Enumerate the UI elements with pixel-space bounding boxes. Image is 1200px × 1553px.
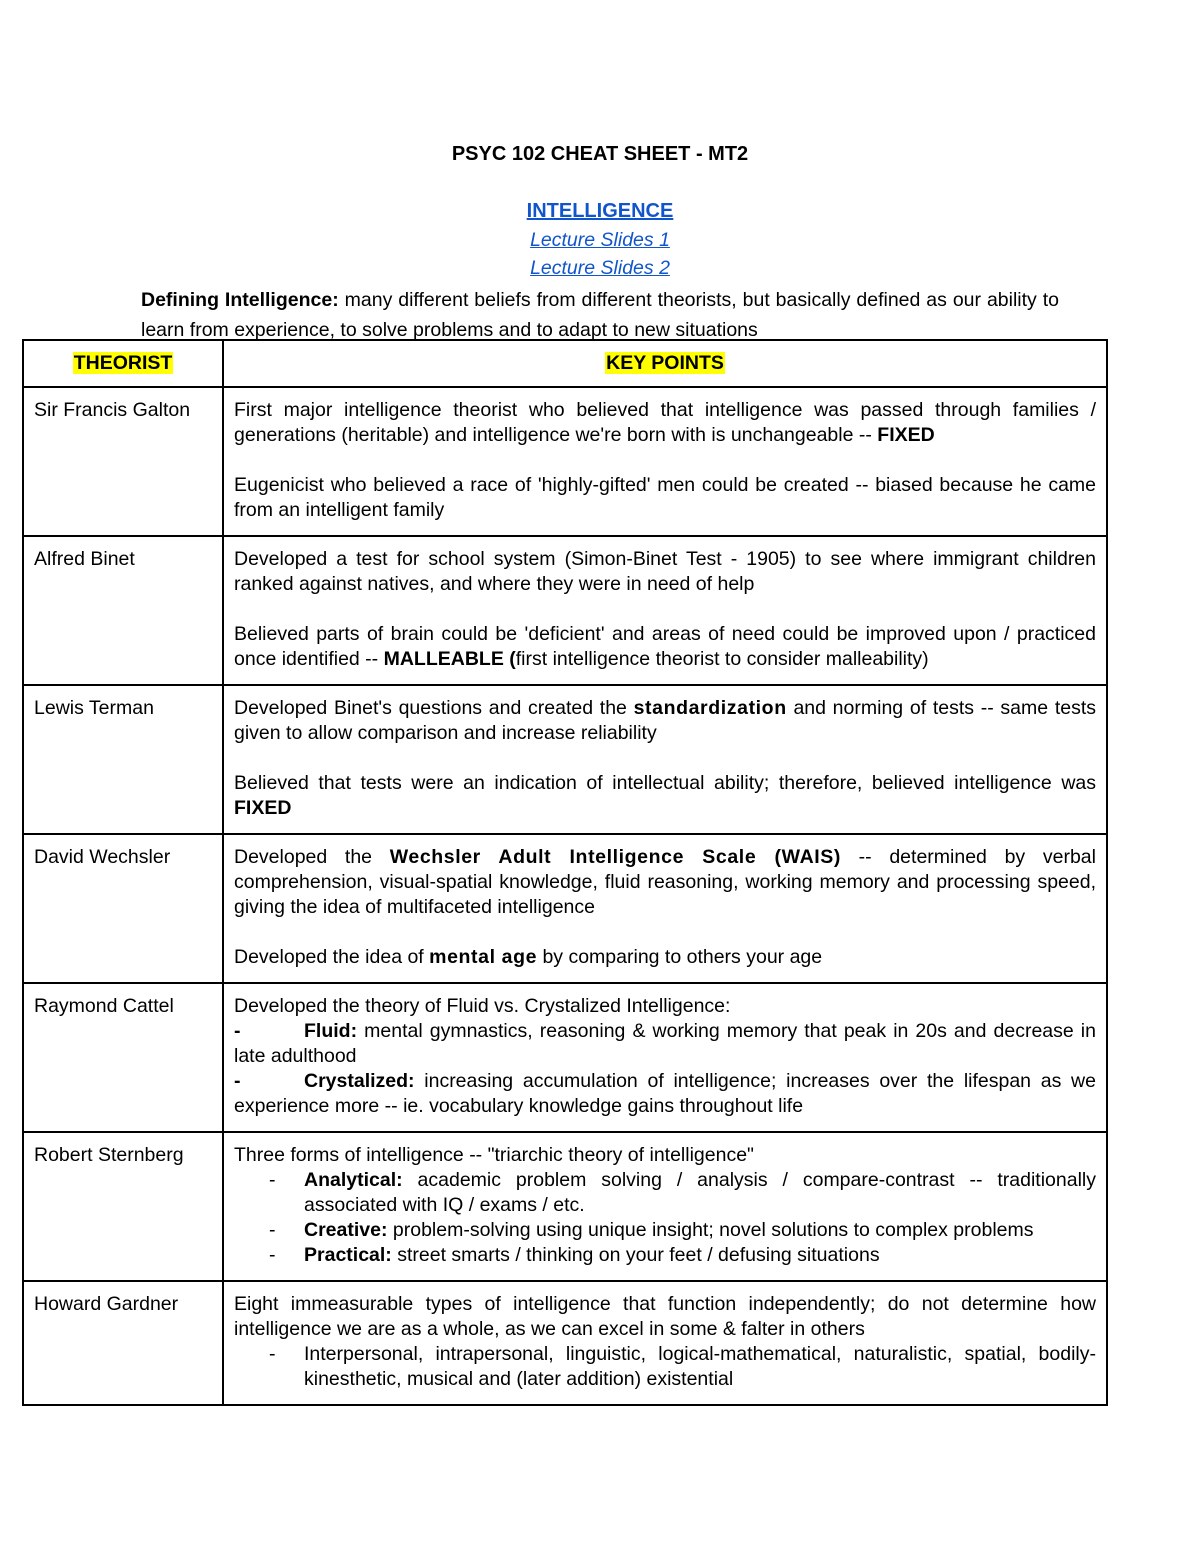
list-item bbox=[269, 1218, 1096, 1243]
key-points bbox=[223, 685, 1107, 834]
sternberg-intro: Three forms of intelligence -- "triarchic theory of intelligence" bbox=[234, 1144, 754, 1166]
cattel-intro: Developed the theory of Fluid vs. Crystalized Intelligence: bbox=[234, 995, 731, 1017]
galton-fixed: FIXED bbox=[877, 424, 935, 446]
theorist-table bbox=[22, 339, 1108, 1406]
wechsler-point-1-tail: -- determined by verbal comprehension, visual-spatial knowledge, fluid reasoning, working memory and processing speed, giving the idea of multifaceted intelligence bbox=[234, 846, 1096, 918]
galton-point-2: Eugenicist who believed a race of 'highly-gifted' men could be created -- biased because he came from an intelligent family bbox=[234, 474, 1096, 521]
page-title: PSYC 102 CHEAT SHEET - MT2 bbox=[451, 143, 749, 165]
theorist-name: Robert Sternberg bbox=[23, 1132, 223, 1281]
table-row bbox=[23, 536, 1107, 685]
key-points bbox=[223, 983, 1107, 1132]
sternberg-creative-text: problem-solving using unique insight; novel solutions to complex problems bbox=[392, 1219, 1034, 1241]
theorist-name: David Wechsler bbox=[23, 834, 223, 983]
lecture-slides-2-link[interactable]: Lecture Slides 2 bbox=[530, 257, 670, 279]
sternberg-analytical-label: Analytical: bbox=[304, 1169, 403, 1191]
header-theorist bbox=[23, 340, 223, 387]
key-points bbox=[223, 834, 1107, 983]
binet-malleable: MALLEABLE ( bbox=[383, 648, 516, 670]
table-row bbox=[23, 685, 1107, 834]
dash-marker: - bbox=[234, 1020, 241, 1042]
lecture-slides-1-link[interactable]: Lecture Slides 1 bbox=[530, 229, 670, 251]
cattel-fluid-text: mental gymnastics, reasoning & working memory that peak in 20s and decrease in late adulthood bbox=[234, 1020, 1096, 1067]
binet-point-1: Developed a test for school system (Simon-Binet Test - 1905) to see where immigrant children ranked against natives, and where they were in need of help bbox=[234, 548, 1096, 595]
wechsler-point-2-text: Developed the idea of bbox=[234, 946, 424, 968]
terman-point-1 bbox=[234, 696, 1096, 746]
terman-standardization: standardization bbox=[633, 697, 787, 719]
list-item bbox=[269, 1243, 1096, 1268]
dash-marker: - bbox=[269, 1343, 276, 1365]
wechsler-point-2 bbox=[234, 945, 1096, 970]
terman-fixed: FIXED bbox=[234, 797, 292, 819]
table-row bbox=[23, 983, 1107, 1132]
theorist-name: Raymond Cattel bbox=[23, 983, 223, 1132]
definition-text: many different beliefs from different theorists, but basically defined as our ability to learn from experience, to solve problems and to adapt to new situations bbox=[141, 289, 1059, 341]
theorist-name: Lewis Terman bbox=[23, 685, 223, 834]
gardner-types-text: Interpersonal, intrapersonal, linguistic, logical-mathematical, naturalistic, spatial, bodily-kinesthetic, musical and (later addition) existential bbox=[304, 1343, 1096, 1390]
cattel-fluid bbox=[234, 1019, 1096, 1069]
theorist-name: Sir Francis Galton bbox=[23, 387, 223, 536]
sternberg-analytical-text: academic problem solving / analysis / compare-contrast -- traditionally associated with IQ / exams / etc. bbox=[304, 1169, 1096, 1216]
cattel-crystalized-label: Crystalized: bbox=[304, 1070, 415, 1092]
wechsler-point-2-tail: by comparing to others your age bbox=[542, 946, 823, 968]
section-heading-intelligence[interactable]: INTELLIGENCE bbox=[526, 200, 674, 222]
wechsler-point-1-text: Developed the bbox=[234, 846, 373, 868]
gardner-list bbox=[234, 1342, 1096, 1392]
key-points bbox=[223, 387, 1107, 536]
sternberg-practical-text: street smarts / thinking on your feet / defusing situations bbox=[397, 1244, 880, 1266]
sternberg-practical-label: Practical: bbox=[304, 1244, 392, 1266]
table-header-row bbox=[23, 340, 1107, 387]
binet-point-2 bbox=[234, 622, 1096, 672]
dash-marker: - bbox=[269, 1244, 276, 1266]
dash-marker: - bbox=[234, 1070, 241, 1092]
wechsler-mental-age: mental age bbox=[429, 946, 538, 968]
binet-point-2-tail: first intelligence theorist to consider malleability) bbox=[515, 648, 929, 670]
binet-point-2-text: Believed parts of brain could be 'deficient' and areas of need could be improved upon / practiced once identified -- bbox=[234, 623, 1096, 670]
list-item bbox=[269, 1342, 1096, 1392]
gardner-intro: Eight immeasurable types of intelligence that function independently; do not determine how intelligence we are as a whole, as we can excel in some & falter in others bbox=[234, 1293, 1096, 1340]
table-row bbox=[23, 1281, 1107, 1405]
wechsler-wais: Wechsler Adult Intelligence Scale (WAIS) bbox=[389, 846, 841, 868]
terman-point-1-text: Developed Binet's questions and created the bbox=[234, 697, 627, 719]
terman-point-2-text: Believed that tests were an indication of intellectual ability; therefore, believed intelligence was bbox=[234, 772, 1096, 794]
dash-marker: - bbox=[269, 1169, 276, 1191]
key-points bbox=[223, 536, 1107, 685]
sternberg-creative-label: Creative: bbox=[304, 1219, 388, 1241]
dash-marker: - bbox=[269, 1219, 276, 1241]
list-item bbox=[269, 1168, 1096, 1218]
galton-point-1 bbox=[234, 398, 1096, 448]
key-points bbox=[223, 1281, 1107, 1405]
cattel-fluid-label: Fluid: bbox=[304, 1020, 358, 1042]
cattel-crystalized-text: increasing accumulation of intelligence; increases over the lifespan as we experience more -- ie. vocabulary knowledge gains throughout life bbox=[234, 1070, 1096, 1117]
theorist-name: Howard Gardner bbox=[23, 1281, 223, 1405]
galton-point-1-text: First major intelligence theorist who believed that intelligence was passed through families / generations (heritable) and intelligence we're born with is unchangeable -- bbox=[234, 399, 1096, 446]
definition-paragraph bbox=[141, 285, 1059, 345]
wechsler-point-1 bbox=[234, 845, 1096, 920]
table-row bbox=[23, 387, 1107, 536]
terman-point-1-tail: and norming of tests -- same tests given to allow comparison and increase reliability bbox=[234, 697, 1096, 744]
definition-label: Defining Intelligence: bbox=[141, 289, 339, 311]
header-theorist-label: THEORIST bbox=[73, 352, 173, 374]
theorist-name: Alfred Binet bbox=[23, 536, 223, 685]
terman-point-2 bbox=[234, 771, 1096, 821]
table-row bbox=[23, 834, 1107, 983]
key-points bbox=[223, 1132, 1107, 1281]
header-key-points-label: KEY POINTS bbox=[606, 352, 724, 374]
header-key-points bbox=[223, 340, 1107, 387]
sternberg-list bbox=[234, 1168, 1096, 1268]
table-row bbox=[23, 1132, 1107, 1281]
cattel-crystalized bbox=[234, 1069, 1096, 1119]
